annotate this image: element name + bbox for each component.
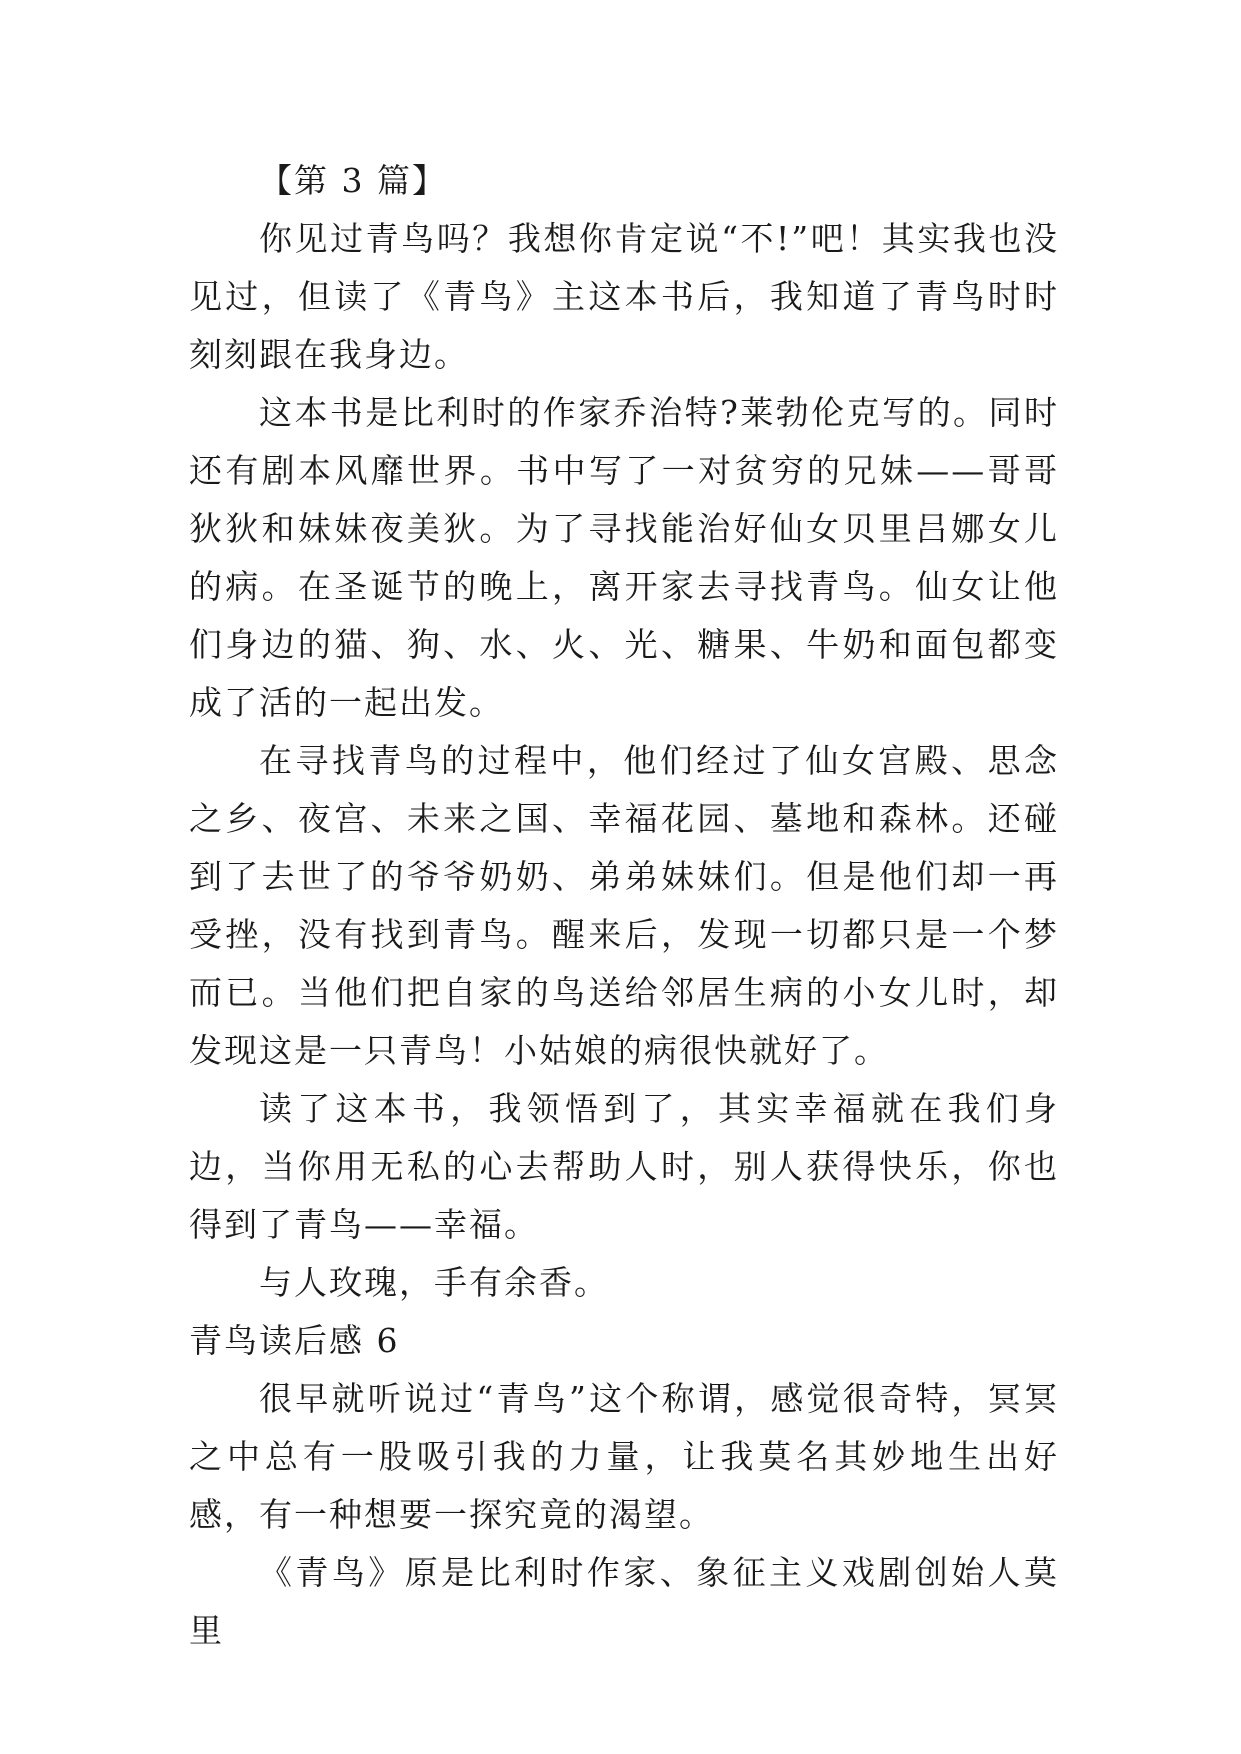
paragraph: 与人玫瑰，手有余香。 (259, 1263, 609, 1302)
paragraph: 这本书是比利时的作家乔治特?莱勃伦克写的。同时还有剧本风靡世界。书中写了一对贫穷的兄妹——哥哥狄狄和妹妹夜美狄。为了寻找能治好仙女贝里吕娜女儿的病。在圣诞节的晚上，离开家去寻找青鸟。仙女让他们身边的猫、狗、水、火、光、糖果、牛奶和面包都变成了活的一起出发。 (189, 393, 1059, 722)
article-heading: 青鸟读后感 6 (189, 1321, 400, 1360)
paragraph: 很早就听说过“青鸟”这个称谓，感觉很奇特，冥冥之中总有一股吸引我的力量，让我莫名其妙地生出好感，有一种想要一探究竟的渴望。 (189, 1379, 1059, 1534)
paragraph: 你见过青鸟吗？我想你肯定说“不!”吧！其实我也没见过，但读了《青鸟》主这本书后，我知道了青鸟时时刻刻跟在我身边。 (189, 219, 1059, 374)
paragraph: 读了这本书，我领悟到了，其实幸福就在我们身边，当你用无私的心去帮助人时，别人获得快乐，你也得到了青鸟——幸福。 (189, 1089, 1059, 1244)
section-label: 【第 3 篇】 (259, 161, 447, 200)
document-body (189, 152, 1059, 1660)
paragraph: 在寻找青鸟的过程中，他们经过了仙女宫殿、思念之乡、夜宫、未来之国、幸福花园、墓地和森林。还碰到了去世了的爷爷奶奶、弟弟妹妹们。但是他们却一再受挫，没有找到青鸟。醒来后，发现一切都只是一个梦而已。当他们把自家的鸟送给邻居生病的小女儿时，却发现这是一只青鸟！小姑娘的病很快就好了。 (189, 741, 1059, 1070)
paragraph: 《青鸟》原是比利时作家、象征主义戏剧创始人莫里 (189, 1553, 1059, 1650)
